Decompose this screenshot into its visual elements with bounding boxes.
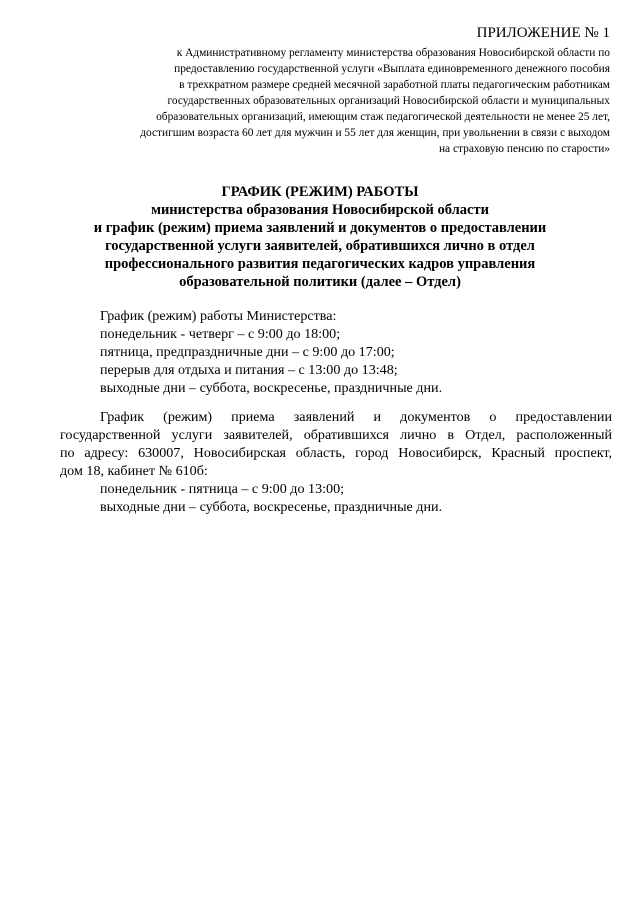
heading-line: ГРАФИК (РЕЖИМ) РАБОТЫ [221, 184, 419, 200]
heading-line: и график (режим) приема заявлений и документов о предоставлении [93, 220, 547, 236]
annex-line: в трехкратном размере средней месячной заработной платы педагогическим работникам [179, 79, 610, 91]
annex-line: на страховую пенсию по старости» [438, 143, 610, 155]
schedule-item: выходные дни – суббота, воскресенье, праздничные дни. [100, 499, 443, 515]
annex-line: образовательных организаций, имеющим стаж педагогической деятельности не менее 25 лет, [156, 111, 610, 123]
annex-line: предоставлению государственной услуги «Выплата единовременного денежного пособия [174, 63, 610, 75]
heading-line: министерства образования Новосибирской области [151, 202, 489, 218]
schedule-item: понедельник - четверг – с 9:00 до 18:00; [100, 326, 341, 342]
heading-line: профессионального развития педагогических кадров управления [104, 256, 536, 272]
annex-title: ПРИЛОЖЕНИЕ № 1 [476, 25, 610, 41]
heading-line: образовательной политики (далее – Отдел) [179, 274, 461, 290]
department-paragraph-line: График (режим) приема заявлений и документов о предоставлении [100, 409, 612, 425]
annex-line: государственных образовательных организаций Новосибирской области и муниципальных [167, 95, 610, 107]
department-paragraph-line: по адресу: 630007, Новосибирская область, город Новосибирск, Красный проспект, [60, 445, 612, 461]
ministry-schedule-intro: График (режим) работы Министерства: [100, 308, 337, 324]
heading-line: государственной услуги заявителей, обратившихся лично в отдел [105, 238, 535, 254]
department-schedule [60, 408, 612, 516]
annex-line: достигшим возраста 60 лет для мужчин и 55 лет для женщин, при увольнении в связи с выходом [140, 127, 610, 139]
department-paragraph-line: государственной услуги заявителей, обратившихся лично в Отдел, расположенный [60, 427, 612, 443]
annex-line: к Административному регламенту министерства образования Новосибирской области по [176, 47, 610, 59]
document-heading [20, 183, 620, 291]
schedule-item: пятница, предпраздничные дни – с 9:00 до 17:00; [100, 344, 395, 360]
schedule-item: понедельник - пятница – с 9:00 до 13:00; [100, 481, 345, 497]
schedule-item: выходные дни – суббота, воскресенье, праздничные дни. [100, 380, 443, 396]
department-paragraph-line: дом 18, кабинет № 610б: [60, 463, 208, 479]
annex-reference [70, 45, 610, 157]
schedule-item: перерыв для отдыха и питания – с 13:00 до 13:48; [100, 362, 398, 378]
ministry-schedule [60, 307, 612, 397]
